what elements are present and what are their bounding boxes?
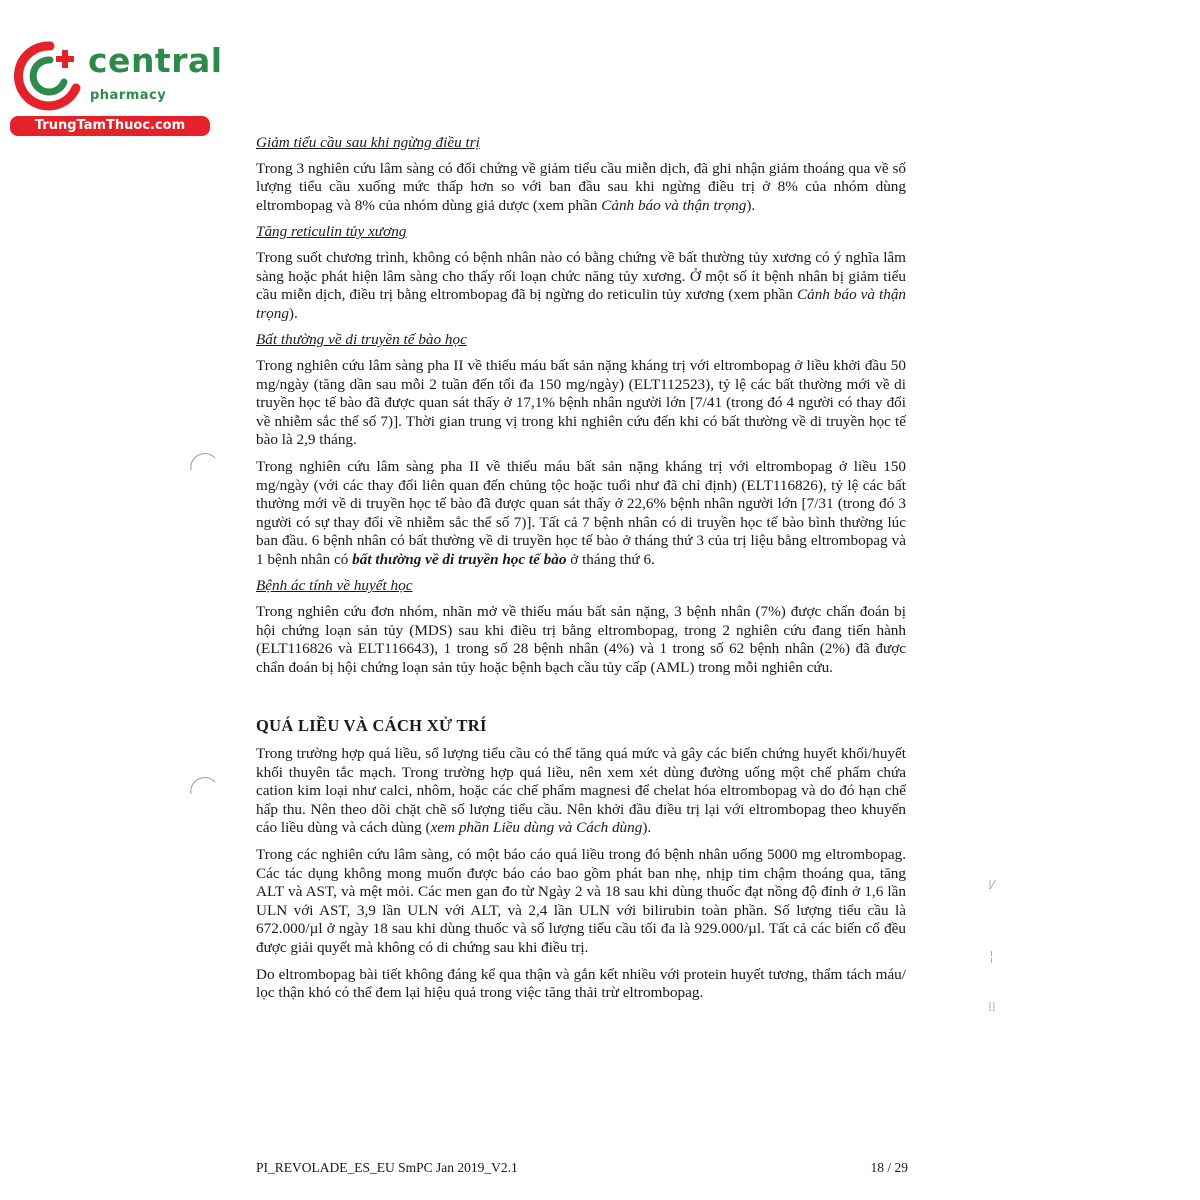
stamp-mark-icon: ╎ [988,950,996,964]
document-body [256,134,906,1011]
central-pharmacy-logo-icon [10,36,90,116]
stamp-mark-icon: ⁞⁄ [988,878,994,892]
section-heading: Tăng reticulin tủy xương [256,223,407,241]
page-footer [256,1160,908,1176]
punch-hole-mark-icon [189,776,217,796]
paragraph: Do eltrombopag bài tiết không đáng kể qua thận và gắn kết nhiều với protein huyết tương, thẩm tách máu/ lọc thận khó có thể đem lại hiệu quả trong việc tăng thải trừ eltrombopag. [256,965,906,1002]
section-heading: Giảm tiểu cầu sau khi ngừng điều trị [256,134,480,151]
paragraph: Trong 3 nghiên cứu lâm sàng có đối chứng về giảm tiểu cầu miễn dịch, đã ghi nhận giảm thoáng qua về số lượng tiểu cầu xuống mức thấp hơn so với ban đầu sau khi ngừng điều trị ở 8% của nhóm dùng eltrombopag và 8% của nhóm dùng giả dược (xem phần Cảnh báo và thận trọng). [256,159,906,214]
document-id: PI_REVOLADE_ES_EU SmPC Jan 2019_V2.1 [256,1160,518,1175]
section-heading: Bệnh ác tính về huyết học [256,577,413,595]
paragraph: Trong nghiên cứu lâm sàng pha II về thiếu máu bất sản nặng kháng trị với eltrombopag ở liều khởi đầu 50 mg/ngày (tăng dần sau mỗi 2 tuần đến tối đa 150 mg/ngày) (ELT112523), tỷ lệ các bất thường mới về di truyền học tế bào đã được quan sát thấy ở 17,1% bệnh nhân người lớn [7/41 (trong đó 4 người có thay đổi về nhiễm sắc thể số 7)]. Thời gian trung vị trong khi nghiên cứu đến khi có bất thường về di truyền học tế bào là 2,9 tháng. [256,356,906,449]
brand-name: central [88,41,223,80]
paragraph: Trong nghiên cứu lâm sàng pha II về thiếu máu bất sản nặng kháng trị với eltrombopag ở liều 150 mg/ngày (với các thay đổi liên quan đến chủng tộc hoặc tuổi như đã chỉ định) (ELT116826), tỷ lệ các bất thường mới về di truyền học tế bào đã được quan sát thấy ở 22,6% bệnh nhân người lớn [7/31 (trong đó 3 người có sự thay đổi về nhiễm sắc thể số 7)]. Tất cả 7 bệnh nhân có di truyền học tế bào bình thường lúc ban đầu. 6 bệnh nhân có bất thường về di truyền học tế bào ở tháng thứ 3 của trị liệu bằng eltrombopag và 1 bệnh nhân có bất thường về di truyền học tế bào ở tháng thứ 6. [256,457,906,568]
stamp-mark-icon: ⁞⁞ [988,1000,996,1014]
paragraph: Trong trường hợp quá liều, số lượng tiểu cầu có thể tăng quá mức và gây các biến chứng huyết khối/huyết khối thuyên tắc mạch. Trong trường hợp quá liều, nên xem xét dùng đường uống một chế phẩm chứa cation kim loại như calci, nhôm, hoặc các chế phẩm magnesi để chelat hóa eltrombopag và do đó hạn chế hấp thu. Nên theo dõi chặt chẽ số lượng tiểu cầu. Nên khởi đầu điều trị lại với eltrombopag theo khuyến cáo liều dùng và cách dùng (xem phần Liều dùng và Cách dùng). [256,745,906,837]
section-heading: Bất thường về di truyền tế bào học [256,331,467,349]
paragraph: Trong suốt chương trình, không có bệnh nhân nào có bằng chứng về bất thường tủy xương có ý nghĩa lâm sàng hoặc phát hiện lâm sàng cho thấy rối loạn chức năng tủy xương. Ở một số ít bệnh nhân bị giảm tiểu cầu miễn dịch, điều trị bằng eltrombopag đã bị ngừng do reticulin tủy xương (xem phần Cảnh báo và thận trọng). [256,248,907,322]
page-number: 18 / 29 [870,1160,908,1175]
paragraph: Trong nghiên cứu đơn nhóm, nhãn mở về thiếu máu bất sản nặng, 3 bệnh nhân (7%) được chẩn đoán bị hội chứng loạn sản tủy (MDS) sau khi điều trị bằng eltrombopag, trong 2 nghiên cứu đang tiến hành (ELT116826 và ELT116643), 1 trong số 28 bệnh nhân (4%) và 1 trong số 62 bệnh nhân (2%) đã được chẩn đoán bị hội chứng loạn sản tủy hoặc bệnh bạch cầu tủy cấp (AML) trong mỗi nghiên cứu. [256,603,906,676]
section-title: QUÁ LIỀU VÀ CÁCH XỬ TRÍ [256,716,487,736]
paragraph: Trong các nghiên cứu lâm sàng, có một báo cáo quá liều trong đó bệnh nhân uống 5000 mg eltrombopag. Các tác dụng không mong muốn được báo cáo bao gồm phát ban nhẹ, nhịp tim chậm thoáng qua, tăng ALT và AST, và mệt mỏi. Các men gan đo từ Ngày 2 và 18 sau khi dùng thuốc đạt nồng độ đỉnh ở 1,6 lần ULN với AST, 3,9 lần ULN với ALT, và 2,4 lần ULN với bilirubin toàn phần. Số lượng tiểu cầu là 672.000/µl ở ngày 18 sau khi dùng thuốc và số lượng tiểu cầu tối đa là 929.000/µl. Tất cả các biến cố đều được giải quyết mà không có di chứng sau khi điều trị. [256,846,906,956]
brand-url-badge[interactable]: TrungTamThuoc.com [10,116,210,136]
brand-subtitle: pharmacy [90,88,167,103]
punch-hole-mark-icon [189,452,217,472]
